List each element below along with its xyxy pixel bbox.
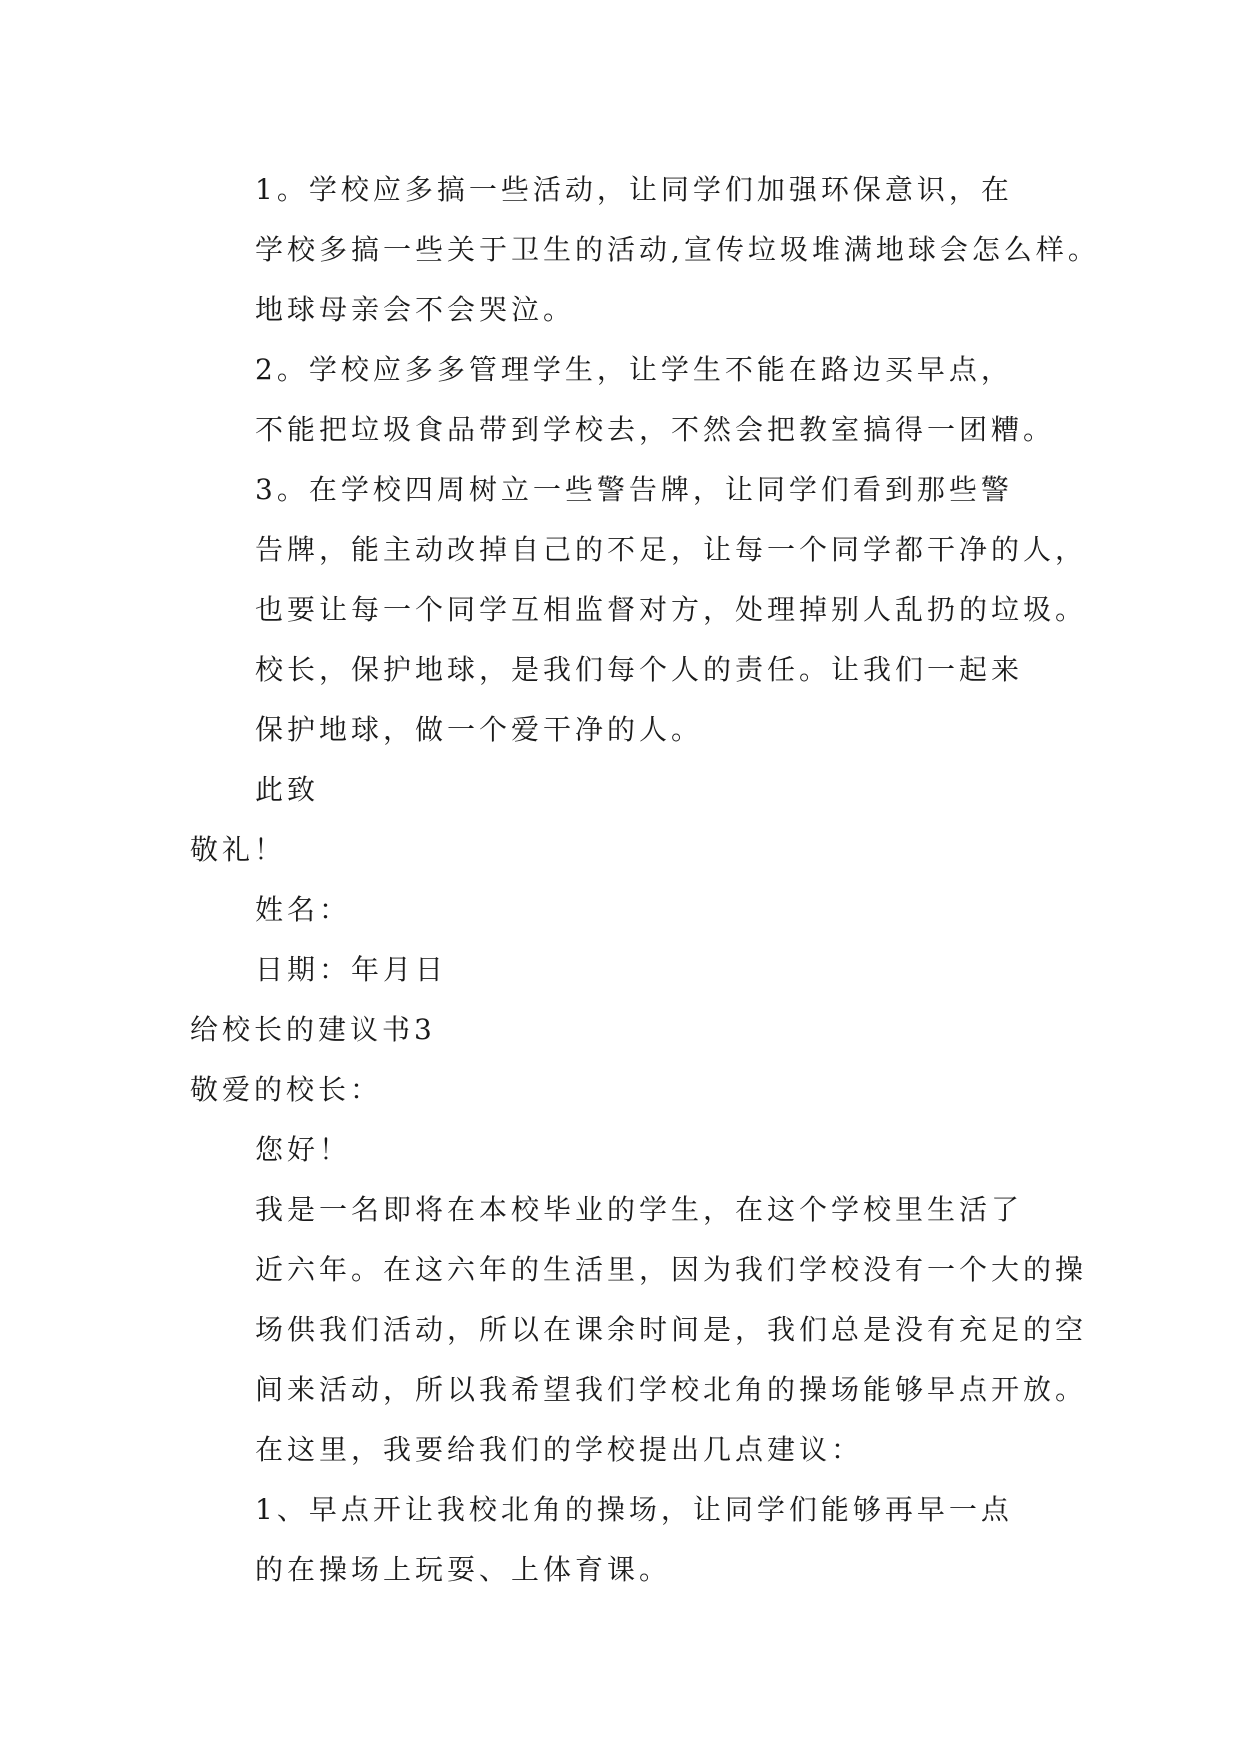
paragraph xyxy=(190,760,1090,820)
text-line: 1。学校应多搞一些活动，让同学们加强环保意识，在 xyxy=(255,173,1013,206)
text-line: 姓名： xyxy=(255,893,352,926)
paragraph xyxy=(190,1060,1090,1120)
paragraph xyxy=(190,460,1090,640)
paragraph xyxy=(190,1420,1090,1480)
text-line: 地球母亲会不会哭泣。 xyxy=(255,293,576,326)
paragraph xyxy=(190,880,1090,940)
letter-body xyxy=(190,160,1100,1600)
paragraph xyxy=(190,820,1090,880)
paragraph xyxy=(190,160,1100,340)
text-line: 我是一名即将在本校毕业的学生，在这个学校里生活了 xyxy=(255,1193,1024,1226)
text-line: 给校长的建议书3 xyxy=(190,1013,436,1046)
paragraph xyxy=(190,940,1090,1000)
text-line: 间来活动，所以我希望我们学校北角的操场能够早点开放。 xyxy=(255,1373,1088,1406)
text-line: 1、早点开让我校北角的操场，让同学们能够再早一点 xyxy=(255,1493,1013,1526)
text-line: 学校多搞一些关于卫生的活动,宣传垃圾堆满地球会怎么样。 xyxy=(255,233,1100,266)
text-line: 您好！ xyxy=(255,1133,352,1166)
text-line: 敬爱的校长： xyxy=(190,1073,383,1106)
text-line: 也要让每一个同学互相监督对方，处理掉别人乱扔的垃圾。 xyxy=(255,593,1088,626)
text-line: 日期：年月日 xyxy=(255,953,448,986)
paragraph xyxy=(190,340,1090,460)
text-line: 的在操场上玩耍、上体育课。 xyxy=(255,1553,672,1586)
paragraph xyxy=(190,1120,1090,1180)
text-line: 此致 xyxy=(255,773,320,806)
text-line: 3。在学校四周树立一些警告牌，让同学们看到那些警 xyxy=(255,473,1013,506)
text-line: 场供我们活动，所以在课余时间是，我们总是没有充足的空 xyxy=(255,1313,1088,1346)
paragraph xyxy=(190,1180,1090,1420)
text-line: 校长，保护地球，是我们每个人的责任。让我们一起来 xyxy=(255,653,1024,686)
paragraph xyxy=(190,1480,1090,1600)
text-line: 不能把垃圾食品带到学校去，不然会把教室搞得一团糟。 xyxy=(255,413,1056,446)
text-line: 敬礼！ xyxy=(190,833,287,866)
text-line: 保护地球，做一个爱干净的人。 xyxy=(255,713,704,746)
text-line: 在这里，我要给我们的学校提出几点建议： xyxy=(255,1433,864,1466)
text-line: 近六年。在这六年的生活里，因为我们学校没有一个大的操 xyxy=(255,1253,1088,1286)
text-line: 2。学校应多多管理学生，让学生不能在路边买早点， xyxy=(255,353,1013,386)
text-line: 告牌，能主动改掉自己的不足，让每一个同学都干净的人， xyxy=(255,533,1088,566)
paragraph xyxy=(190,640,1090,760)
paragraph xyxy=(190,1000,1090,1060)
